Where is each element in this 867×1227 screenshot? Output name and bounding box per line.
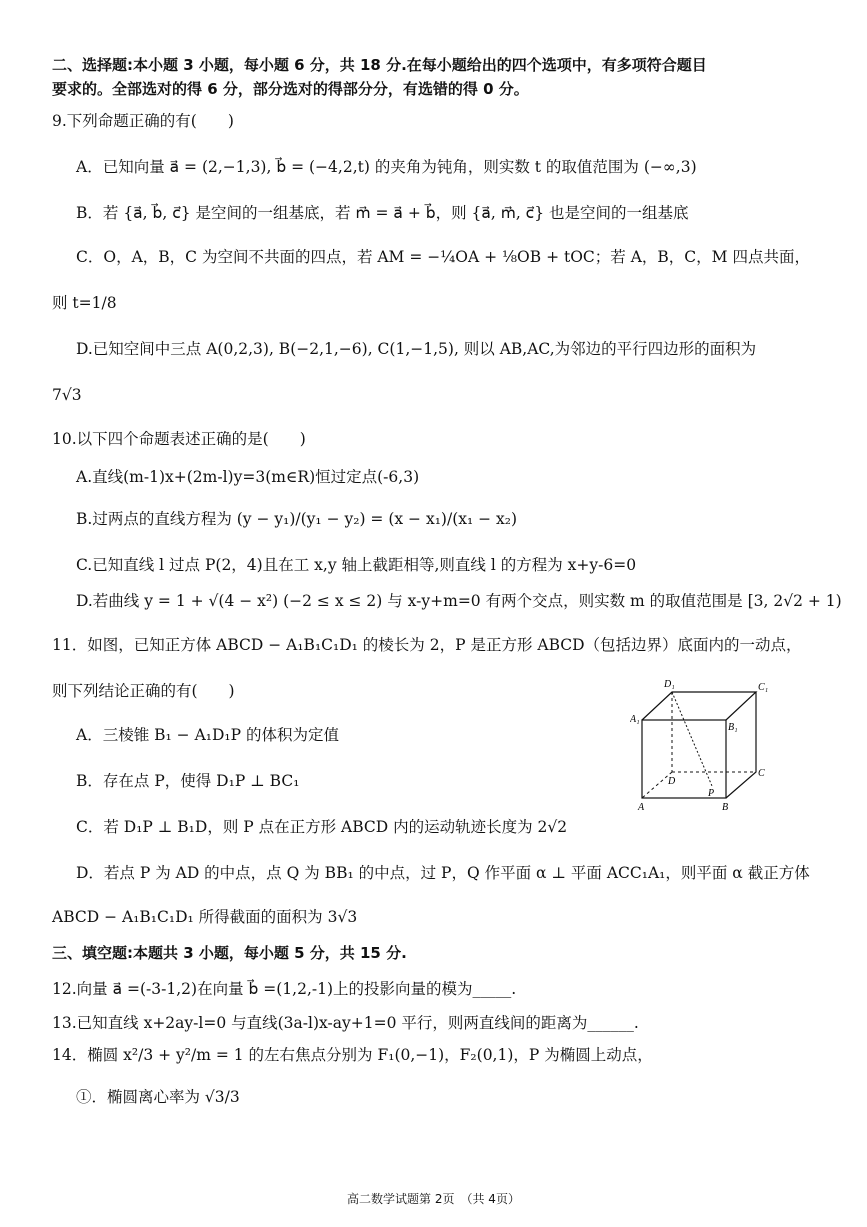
cube-figure xyxy=(630,676,780,816)
q11-option-b: B．存在点 P，使得 D₁P ⊥ BC₁ xyxy=(76,772,300,790)
section2-header-line2: 要求的。全部选对的得 6 分，部分选对的得部分分，有选错的得 0 分。 xyxy=(52,80,529,98)
label-a: A xyxy=(638,802,645,813)
q9-option-d-line2: 7√3 xyxy=(52,386,82,404)
cube-right-face xyxy=(726,692,756,798)
label-b1: B₁ xyxy=(728,722,738,733)
q11-option-c: C．若 D₁P ⊥ B₁D，则 P 点在正方形 ABCD 内的运动轨迹长度为 2√2 xyxy=(76,818,568,836)
label-d: D xyxy=(668,776,676,787)
q11-stem-line2: 则下列结论正确的有( ) xyxy=(52,682,235,700)
q9-stem: 9.下列命题正确的有( ) xyxy=(52,112,234,130)
section2-header-line1: 二、选择题:本小题 3 小题，每小题 6 分，共 18 分.在每小题给出的四个选项中，有多项符合题目 xyxy=(52,56,707,74)
label-d1: D₁ xyxy=(664,679,675,690)
q11-option-d-line2: ABCD − A₁B₁C₁D₁ 所得截面的面积为 3√3 xyxy=(52,908,358,926)
q9-option-b: B．若 {a⃗, b⃗, c⃗} 是空间的一组基底，若 m⃗ = a⃗ + b⃗，则 {a⃗, m⃗, c⃗} 也是空间的一组基底 xyxy=(76,204,689,222)
q9-option-c-line1: C．O，A，B，C 为空间不共面的四点，若 AM = −¼OA + ⅛OB + tOC；若 A，B，C，M 四点共面， xyxy=(76,248,810,266)
label-a1: A₁ xyxy=(630,714,640,725)
cube-front-face xyxy=(642,720,726,798)
label-b: B xyxy=(722,802,729,813)
q14-item1: ①．椭圆离心率为 √3/3 xyxy=(76,1088,240,1106)
section3-header: 三、填空题:本题共 3 小题，每小题 5 分，共 15 分. xyxy=(52,944,407,962)
q11-option-a: A．三棱锥 B₁ − A₁D₁P 的体积为定值 xyxy=(76,726,339,744)
q11-stem-line1: 11．如图，已知正方体 ABCD − A₁B₁C₁D₁ 的棱长为 2，P 是正方形 ABCD（包括边界）底面内的一动点， xyxy=(52,636,802,654)
cube-top-face xyxy=(642,692,756,720)
label-c: C xyxy=(758,768,765,779)
q11-option-d-line1: D．若点 P 为 AD 的中点，点 Q 为 BB₁ 的中点，过 P，Q 作平面 α ⊥ 平面 ACC₁A₁，则平面 α 截正方体 xyxy=(76,864,810,882)
q10-stem: 10.以下四个命题表述正确的是( ) xyxy=(52,430,306,448)
q9-option-c-line2: 则 t=1/8 xyxy=(52,294,117,312)
label-c1: C₁ xyxy=(758,682,769,693)
q10-option-a: A.直线(m-1)x+(2m-l)y=3(m∈R)恒过定点(-6,3) xyxy=(76,468,420,486)
page-footer: 高二数学试题第 2页 （共 4页） xyxy=(347,1192,520,1206)
q9-option-a: A．已知向量 a⃗ = (2,−1,3), b⃗ = (−4,2,t) 的夹角为钝角，则实数 t 的取值范围为 (−∞,3) xyxy=(76,158,697,176)
q10-option-b: B.过两点的直线方程为 (y − y₁)/(y₁ − y₂) = (x − x₁)/(x₁ − x₂) xyxy=(76,510,518,528)
q10-option-d: D.若曲线 y = 1 + √(4 − x²) (−2 ≤ x ≤ 2) 与 x-y+m=0 有两个交点，则实数 m 的取值范围是 [3, 2√2 + 1) xyxy=(76,592,842,610)
label-p: P xyxy=(708,788,715,799)
q13-text: 13.已知直线 x+2ay-l=0 与直线(3a-l)x-ay+1=0 平行，则两直线间的距离为______. xyxy=(52,1014,639,1032)
q12-text: 12.向量 a⃗ =(-3-1,2)在向量 b⃗ =(1,2,-1)上的投影向量的模为_____. xyxy=(52,980,517,998)
q9-option-d-line1: D.已知空间中三点 A(0,2,3), B(−2,1,−6), C(1,−1,5), 则以 AB,AC,为邻边的平行四边形的面积为 xyxy=(76,340,757,358)
q14-stem: 14．椭圆 x²/3 + y²/m = 1 的左右焦点分别为 F₁(0,−1)，F₂(0,1)，P 为椭圆上动点， xyxy=(52,1046,653,1064)
q10-option-c: C.已知直线 l 过点 P(2，4)且在工 x,y 轴上截距相等,则直线 l 的方程为 x+y-6=0 xyxy=(76,556,637,574)
